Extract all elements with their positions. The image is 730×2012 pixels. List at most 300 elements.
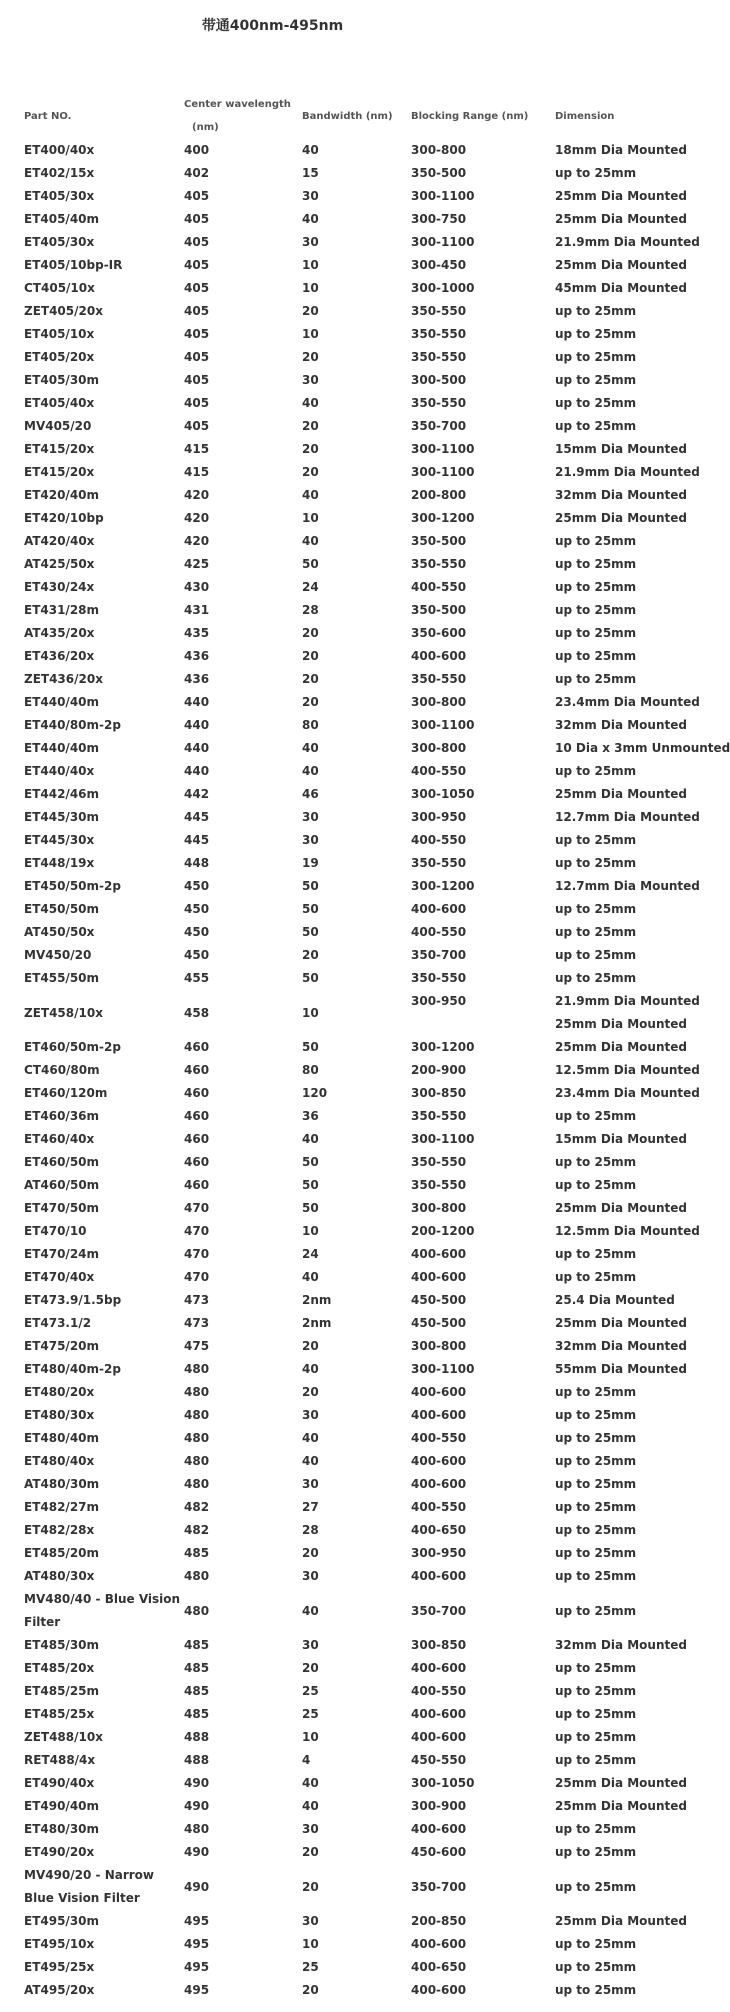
cell-part-no: ET480/40m xyxy=(24,1431,100,1445)
cell-bandwidth: 24 xyxy=(302,580,319,594)
cell-bandwidth: 20 xyxy=(302,672,319,686)
cell-bandwidth: 40 xyxy=(302,1454,319,1468)
cell-blocking-range: 400-600 xyxy=(411,1707,467,1721)
cell-blocking-range: 300-1100 xyxy=(411,1132,475,1146)
table-row xyxy=(24,1312,684,1335)
table-row xyxy=(24,1933,684,1956)
cell-part-no: ET485/25x xyxy=(24,1707,95,1721)
cell-part-no: ET405/10bp-IR xyxy=(24,258,123,272)
cell-bandwidth: 50 xyxy=(302,879,319,893)
cell-dimension: 21.9mm Dia Mounted xyxy=(555,235,700,249)
cell-blocking-range: 300-1100 xyxy=(411,465,475,479)
filter-table xyxy=(24,93,730,2002)
cell-bandwidth: 4 xyxy=(302,1753,311,1767)
cell-blocking-range: 350-550 xyxy=(411,396,467,410)
cell-center-wavelength: 405 xyxy=(184,419,210,433)
cell-dimension: up to 25mm xyxy=(555,534,637,548)
table-row xyxy=(24,369,684,392)
cell-blocking-range: 400-600 xyxy=(411,1983,467,1997)
cell-dimension: up to 25mm xyxy=(555,327,637,341)
cell-blocking-range: 400-600 xyxy=(411,1477,467,1491)
cell-center-wavelength: 405 xyxy=(184,281,210,295)
cell-center-wavelength: 440 xyxy=(184,764,210,778)
cell-blocking-range: 200-900 xyxy=(411,1063,467,1077)
table-row xyxy=(24,760,684,783)
cell-center-wavelength: 405 xyxy=(184,212,210,226)
cell-blocking-range: 300-800 xyxy=(411,143,467,157)
table-row xyxy=(24,484,684,507)
table-row xyxy=(24,737,684,760)
cell-center-wavelength: 490 xyxy=(184,1776,210,1790)
cell-bandwidth: 25 xyxy=(302,1960,319,1974)
header-part-no: Part NO. xyxy=(24,110,72,122)
cell-part-no: ET480/20x xyxy=(24,1385,95,1399)
cell-bandwidth: 40 xyxy=(302,488,319,502)
cell-dimension: 25mm Dia Mounted xyxy=(555,1776,687,1790)
cell-bandwidth: 20 xyxy=(302,649,319,663)
cell-part-no: ET473.1/2 xyxy=(24,1316,92,1330)
cell-dimension: up to 25mm xyxy=(555,166,637,180)
cell-blocking-range: 300-1100 xyxy=(411,189,475,203)
cell-blocking-range: 300-500 xyxy=(411,373,467,387)
cell-blocking-range: 350-700 xyxy=(411,419,467,433)
table-row xyxy=(24,438,684,461)
cell-blocking-range: 400-600 xyxy=(411,1270,467,1284)
table-row xyxy=(24,392,684,415)
cell-part-no: ET431/28m xyxy=(24,603,100,617)
cell-blocking-range: 350-550 xyxy=(411,971,467,985)
header-dimension: Dimension xyxy=(555,110,615,122)
cell-center-wavelength: 485 xyxy=(184,1661,210,1675)
cell-bandwidth: 30 xyxy=(302,1638,319,1652)
table-row xyxy=(24,1059,684,1082)
cell-dimension: up to 25mm xyxy=(555,672,637,686)
cell-center-wavelength: 460 xyxy=(184,1132,210,1146)
cell-part-no: ET415/20x xyxy=(24,465,95,479)
cell-part-no: CT460/80m xyxy=(24,1063,100,1077)
cell-bandwidth: 30 xyxy=(302,1477,319,1491)
cell-bandwidth: 20 xyxy=(302,442,319,456)
cell-blocking-range: 350-500 xyxy=(411,166,467,180)
cell-blocking-range: 400-650 xyxy=(411,1960,467,1974)
cell-center-wavelength: 480 xyxy=(184,1362,210,1376)
cell-dimension-line: 21.9mm Dia Mounted xyxy=(555,994,700,1008)
cell-dimension: 12.7mm Dia Mounted xyxy=(555,810,700,824)
cell-blocking-range: 300-800 xyxy=(411,741,467,755)
cell-blocking-range: 300-1050 xyxy=(411,787,475,801)
cell-part-no: ZET458/10x xyxy=(24,1005,103,1020)
cell-part-no: ET420/10bp xyxy=(24,511,104,525)
cell-blocking-range: 450-550 xyxy=(411,1753,467,1767)
cell-part-no: ET405/30x xyxy=(24,189,95,203)
cell-dimension: 25mm Dia Mounted xyxy=(555,1316,687,1330)
cell-bandwidth: 40 xyxy=(302,212,319,226)
cell-dimension: up to 25mm xyxy=(555,350,637,364)
table-row xyxy=(24,1151,684,1174)
cell-blocking-range: 350-700 xyxy=(411,1879,467,1894)
cell-dimension: up to 25mm xyxy=(555,557,637,571)
cell-center-wavelength: 450 xyxy=(184,879,210,893)
cell-blocking-range: 400-600 xyxy=(411,1661,467,1675)
cell-dimension: 25mm Dia Mounted xyxy=(555,189,687,203)
cell-dimension: up to 25mm xyxy=(555,1983,637,1997)
cell-dimension: 10 Dia x 3mm Unmounted xyxy=(555,741,730,755)
cell-part-no: ET442/46m xyxy=(24,787,100,801)
cell-dimension: up to 25mm xyxy=(555,1822,637,1836)
cell-blocking-range: 300-1000 xyxy=(411,281,475,295)
cell-dimension: 21.9mm Dia Mounted xyxy=(555,465,700,479)
cell-part-no: ET482/27m xyxy=(24,1500,100,1514)
cell-blocking-range: 350-550 xyxy=(411,1155,467,1169)
cell-center-wavelength: 460 xyxy=(184,1109,210,1123)
table-row xyxy=(24,1772,684,1795)
cell-dimension: 25mm Dia Mounted xyxy=(555,1799,687,1813)
table-row xyxy=(24,1979,684,2002)
page-title: 带通400nm-495nm xyxy=(201,18,344,34)
table-row xyxy=(24,599,684,622)
cell-bandwidth: 50 xyxy=(302,557,319,571)
table-row xyxy=(24,1795,684,1818)
cell-blocking-range: 450-500 xyxy=(411,1316,467,1330)
cell-dimension: up to 25mm xyxy=(555,1431,637,1445)
cell-dimension: 12.5mm Dia Mounted xyxy=(555,1063,700,1077)
cell-bandwidth: 20 xyxy=(302,350,319,364)
table-row xyxy=(24,1841,684,1864)
cell-bandwidth: 40 xyxy=(302,396,319,410)
cell-dimension: up to 25mm xyxy=(555,1707,637,1721)
cell-center-wavelength: 495 xyxy=(184,1960,210,1974)
table-row xyxy=(24,990,684,1036)
cell-part-no: AT460/50m xyxy=(24,1178,100,1192)
cell-blocking-range: 400-550 xyxy=(411,1431,467,1445)
table-row xyxy=(24,944,684,967)
cell-part-no: ET440/40m xyxy=(24,741,100,755)
cell-bandwidth: 27 xyxy=(302,1500,319,1514)
cell-part-no: ET480/40m-2p xyxy=(24,1362,121,1376)
cell-blocking-range: 300-950 xyxy=(411,994,467,1008)
cell-blocking-range: 300-800 xyxy=(411,1339,467,1353)
table-row xyxy=(24,1450,684,1473)
cell-blocking-range: 400-600 xyxy=(411,1937,467,1951)
cell-center-wavelength: 458 xyxy=(184,1005,210,1020)
cell-bandwidth: 24 xyxy=(302,1247,319,1261)
cell-part-no: ET485/20m xyxy=(24,1546,100,1560)
table-row xyxy=(24,1634,684,1657)
cell-part-no: ET405/40x xyxy=(24,396,95,410)
cell-bandwidth: 20 xyxy=(302,1983,319,1997)
cell-center-wavelength: 480 xyxy=(184,1822,210,1836)
cell-center-wavelength: 460 xyxy=(184,1086,210,1100)
cell-center-wavelength: 405 xyxy=(184,189,210,203)
cell-part-no: AT435/20x xyxy=(24,626,95,640)
cell-center-wavelength: 448 xyxy=(184,856,210,870)
cell-blocking-range: 400-600 xyxy=(411,1569,467,1583)
cell-center-wavelength: 490 xyxy=(184,1845,210,1859)
cell-part-no: ET405/20x xyxy=(24,350,95,364)
cell-blocking-range: 200-850 xyxy=(411,1914,467,1928)
cell-bandwidth: 10 xyxy=(302,258,319,272)
cell-blocking-range: 450-600 xyxy=(411,1845,467,1859)
cell-part-no: ET455/50m xyxy=(24,971,100,985)
cell-dimension: 23.4mm Dia Mounted xyxy=(555,1086,700,1100)
cell-center-wavelength: 415 xyxy=(184,465,210,479)
cell-dimension: 25mm Dia Mounted xyxy=(555,511,687,525)
cell-part-no: ET470/50m xyxy=(24,1201,100,1215)
cell-bandwidth: 30 xyxy=(302,1914,319,1928)
cell-blocking-range: 300-1100 xyxy=(411,718,475,732)
cell-dimension: up to 25mm xyxy=(555,1753,637,1767)
header-center-line2: (nm) xyxy=(192,122,219,133)
cell-dimension: 18mm Dia Mounted xyxy=(555,143,687,157)
cell-bandwidth: 20 xyxy=(302,626,319,640)
cell-center-wavelength: 460 xyxy=(184,1063,210,1077)
cell-blocking-range: 400-600 xyxy=(411,1408,467,1422)
cell-part-no: AT480/30m xyxy=(24,1477,100,1491)
cell-part-no: ET430/24x xyxy=(24,580,95,594)
cell-part-no: ET445/30x xyxy=(24,833,95,847)
table-row xyxy=(24,208,684,231)
cell-bandwidth: 10 xyxy=(302,1730,319,1744)
cell-center-wavelength: 490 xyxy=(184,1799,210,1813)
cell-center-wavelength: 435 xyxy=(184,626,210,640)
cell-center-wavelength: 485 xyxy=(184,1546,210,1560)
cell-dimension: up to 25mm xyxy=(555,1603,637,1618)
cell-part-no: ET420/40m xyxy=(24,488,100,502)
cell-center-wavelength: 490 xyxy=(184,1879,210,1894)
cell-bandwidth: 20 xyxy=(302,304,319,318)
table-row xyxy=(24,1243,684,1266)
cell-part-no: MV450/20 xyxy=(24,948,92,962)
table-row xyxy=(24,714,684,737)
cell-center-wavelength: 470 xyxy=(184,1224,210,1238)
cell-center-wavelength: 425 xyxy=(184,557,210,571)
cell-center-wavelength: 485 xyxy=(184,1638,210,1652)
cell-center-wavelength: 445 xyxy=(184,810,210,824)
cell-blocking-range: 350-700 xyxy=(411,1603,467,1618)
cell-part-no: ET405/30x xyxy=(24,235,95,249)
cell-center-wavelength: 455 xyxy=(184,971,210,985)
cell-center-wavelength: 400 xyxy=(184,143,210,157)
cell-dimension: up to 25mm xyxy=(555,1523,637,1537)
cell-center-wavelength: 460 xyxy=(184,1155,210,1169)
cell-center-wavelength: 450 xyxy=(184,948,210,962)
cell-blocking-range: 350-550 xyxy=(411,1109,467,1123)
cell-part-no: ET460/40x xyxy=(24,1132,95,1146)
cell-center-wavelength: 473 xyxy=(184,1293,210,1307)
table-row xyxy=(24,1519,684,1542)
cell-dimension: 15mm Dia Mounted xyxy=(555,442,687,456)
cell-center-wavelength: 420 xyxy=(184,511,210,525)
cell-blocking-range: 400-600 xyxy=(411,902,467,916)
cell-part-no: AT450/50x xyxy=(24,925,95,939)
cell-blocking-range: 400-550 xyxy=(411,833,467,847)
table-row xyxy=(24,691,684,714)
cell-center-wavelength: 405 xyxy=(184,327,210,341)
table-row xyxy=(24,1335,684,1358)
cell-bandwidth: 30 xyxy=(302,1408,319,1422)
cell-part-no: ET450/50m xyxy=(24,902,100,916)
cell-bandwidth: 40 xyxy=(302,143,319,157)
cell-blocking-range: 300-1100 xyxy=(411,442,475,456)
cell-dimension: up to 25mm xyxy=(555,1454,637,1468)
table-row xyxy=(24,1818,684,1841)
cell-dimension: up to 25mm xyxy=(555,948,637,962)
cell-bandwidth: 28 xyxy=(302,603,319,617)
cell-center-wavelength: 436 xyxy=(184,649,210,663)
table-body xyxy=(24,139,730,2002)
cell-bandwidth: 50 xyxy=(302,902,319,916)
cell-center-wavelength: 480 xyxy=(184,1408,210,1422)
cell-bandwidth: 30 xyxy=(302,373,319,387)
cell-bandwidth: 10 xyxy=(302,511,319,525)
cell-bandwidth: 20 xyxy=(302,419,319,433)
cell-center-wavelength: 480 xyxy=(184,1569,210,1583)
cell-dimension: up to 25mm xyxy=(555,396,637,410)
cell-part-no: ET460/50m-2p xyxy=(24,1040,121,1054)
cell-part-no: ET415/20x xyxy=(24,442,95,456)
header-center-wavelength xyxy=(184,93,302,139)
cell-bandwidth: 40 xyxy=(302,1603,319,1618)
cell-dimension: up to 25mm xyxy=(555,649,637,663)
table-row xyxy=(24,1749,684,1772)
cell-dimension: 25mm Dia Mounted xyxy=(555,1201,687,1215)
cell-center-wavelength: 488 xyxy=(184,1753,210,1767)
cell-dimension: up to 25mm xyxy=(555,1845,637,1859)
cell-dimension: up to 25mm xyxy=(555,1109,637,1123)
table-row xyxy=(24,1266,684,1289)
table-row xyxy=(24,1680,684,1703)
header-bandwidth: Bandwidth (nm) xyxy=(302,110,393,122)
cell-dimension: up to 25mm xyxy=(555,1477,637,1491)
cell-dimension: up to 25mm xyxy=(555,1408,637,1422)
table-row xyxy=(24,898,684,921)
cell-center-wavelength: 405 xyxy=(184,258,210,272)
cell-bandwidth: 50 xyxy=(302,1155,319,1169)
cell-dimension: up to 25mm xyxy=(555,1661,637,1675)
table-row xyxy=(24,1427,684,1450)
cell-part-no: ET495/10x xyxy=(24,1937,95,1951)
cell-blocking-range: 350-550 xyxy=(411,856,467,870)
cell-blocking-range: 400-600 xyxy=(411,1454,467,1468)
cell-dimension: 25mm Dia Mounted xyxy=(555,258,687,272)
cell-dimension: 25mm Dia Mounted xyxy=(555,787,687,801)
cell-part-no: CT405/10x xyxy=(24,281,95,295)
cell-bandwidth: 20 xyxy=(302,1339,319,1353)
cell-bandwidth: 30 xyxy=(302,235,319,249)
cell-center-wavelength: 442 xyxy=(184,787,210,801)
cell-dimension: 32mm Dia Mounted xyxy=(555,1638,687,1652)
cell-blocking-range: 300-1200 xyxy=(411,879,475,893)
cell-dimension: up to 25mm xyxy=(555,856,637,870)
cell-center-wavelength: 405 xyxy=(184,373,210,387)
header-blocking-range: Blocking Range (nm) xyxy=(411,110,529,122)
table-row xyxy=(24,576,684,599)
cell-bandwidth: 36 xyxy=(302,1109,319,1123)
cell-part-no: ET485/30m xyxy=(24,1638,100,1652)
cell-blocking-range: 400-550 xyxy=(411,1500,467,1514)
cell-part-no: ET470/10 xyxy=(24,1224,87,1238)
table-row xyxy=(24,1542,684,1565)
cell-blocking-range: 300-850 xyxy=(411,1086,467,1100)
cell-dimension: 25mm Dia Mounted xyxy=(555,1914,687,1928)
cell-center-wavelength: 482 xyxy=(184,1523,210,1537)
table-row xyxy=(24,162,684,185)
table-row xyxy=(24,645,684,668)
cell-blocking-range: 400-650 xyxy=(411,1523,467,1537)
cell-dimension: up to 25mm xyxy=(555,1385,637,1399)
cell-dimension: up to 25mm xyxy=(555,1546,637,1560)
cell-part-no: MV490/20 - Narrow Blue Vision Filter xyxy=(24,1868,155,1905)
table-row xyxy=(24,852,684,875)
cell-blocking-range: 450-500 xyxy=(411,1293,467,1307)
cell-dimension: 15mm Dia Mounted xyxy=(555,1132,687,1146)
table-row xyxy=(24,1128,684,1151)
cell-center-wavelength: 405 xyxy=(184,235,210,249)
table-row xyxy=(24,461,684,484)
table-row xyxy=(24,1220,684,1243)
cell-part-no: MV405/20 xyxy=(24,419,92,433)
cell-blocking-range: 300-800 xyxy=(411,695,467,709)
cell-center-wavelength: 470 xyxy=(184,1270,210,1284)
cell-bandwidth: 20 xyxy=(302,1845,319,1859)
cell-part-no: AT420/40x xyxy=(24,534,95,548)
cell-blocking-range: 300-1200 xyxy=(411,1040,475,1054)
cell-bandwidth: 30 xyxy=(302,1569,319,1583)
cell-part-no: ET405/40m xyxy=(24,212,100,226)
cell-blocking-range: 400-550 xyxy=(411,580,467,594)
cell-dimension: up to 25mm xyxy=(555,304,637,318)
table-row xyxy=(24,1565,684,1588)
cell-center-wavelength: 495 xyxy=(184,1914,210,1928)
cell-bandwidth: 40 xyxy=(302,1431,319,1445)
table-header-row xyxy=(24,93,684,139)
cell-bandwidth: 40 xyxy=(302,1132,319,1146)
cell-bandwidth: 50 xyxy=(302,925,319,939)
cell-part-no: ET460/36m xyxy=(24,1109,100,1123)
cell-part-no: ET485/20x xyxy=(24,1661,95,1675)
cell-blocking-range: 300-950 xyxy=(411,1546,467,1560)
cell-center-wavelength: 480 xyxy=(184,1385,210,1399)
cell-dimension: up to 25mm xyxy=(555,1178,637,1192)
table-row xyxy=(24,1588,684,1634)
cell-dimension: up to 25mm xyxy=(555,1960,637,1974)
cell-part-no: ET470/40x xyxy=(24,1270,95,1284)
cell-blocking-range: 350-550 xyxy=(411,350,467,364)
cell-part-no: ET480/30x xyxy=(24,1408,95,1422)
table-row xyxy=(24,1703,684,1726)
cell-center-wavelength: 473 xyxy=(184,1316,210,1330)
table-row xyxy=(24,806,684,829)
cell-center-wavelength: 480 xyxy=(184,1477,210,1491)
table-row xyxy=(24,1197,684,1220)
cell-part-no: ET440/80m-2p xyxy=(24,718,121,732)
cell-dimension: 45mm Dia Mounted xyxy=(555,281,687,295)
cell-dimension: 32mm Dia Mounted xyxy=(555,1339,687,1353)
table-row xyxy=(24,1082,684,1105)
cell-center-wavelength: 405 xyxy=(184,350,210,364)
table-row xyxy=(24,1726,684,1749)
cell-dimension: 55mm Dia Mounted xyxy=(555,1362,687,1376)
cell-bandwidth: 50 xyxy=(302,1201,319,1215)
cell-part-no: ET402/15x xyxy=(24,166,95,180)
cell-part-no: MV480/40 - Blue Vision Filter xyxy=(24,1592,181,1629)
cell-part-no: ET440/40x xyxy=(24,764,95,778)
cell-part-no: ZET436/20x xyxy=(24,672,103,686)
cell-blocking-range: 300-850 xyxy=(411,1638,467,1652)
cell-dimension: 12.5mm Dia Mounted xyxy=(555,1224,700,1238)
cell-blocking-range: 400-600 xyxy=(411,1385,467,1399)
cell-blocking-range: 300-1200 xyxy=(411,511,475,525)
